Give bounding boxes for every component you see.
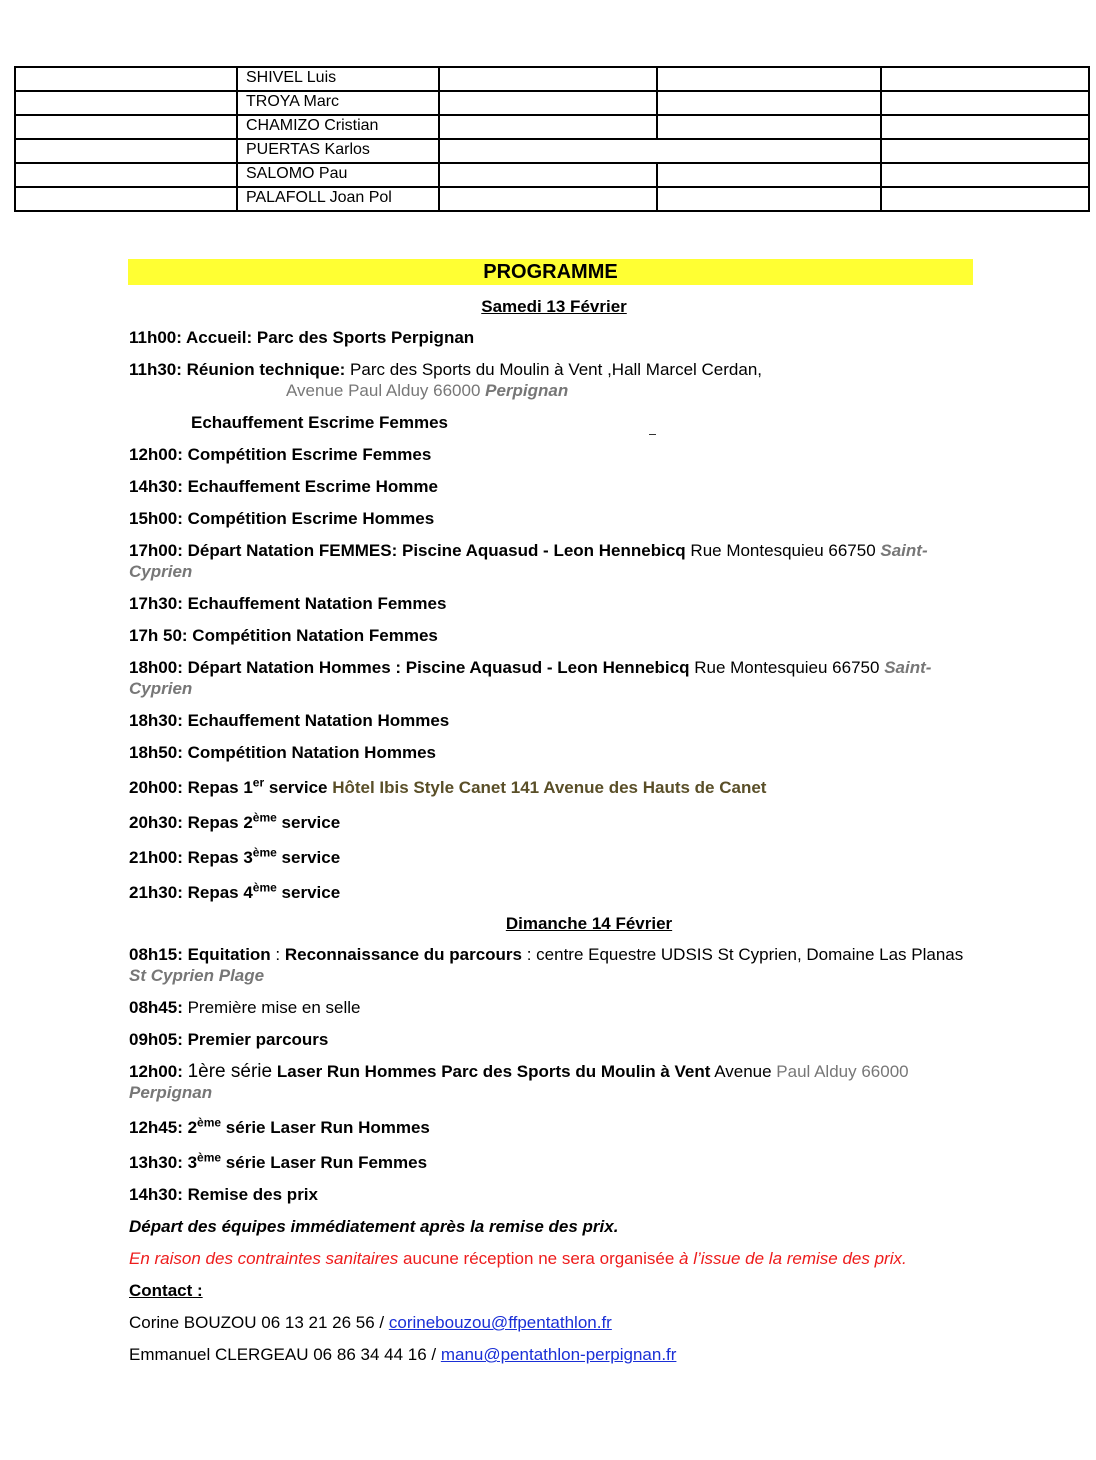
item-text: Avenue — [710, 1062, 777, 1081]
table-row — [15, 163, 1089, 187]
item-text: aucune réception ne sera organisée — [398, 1249, 680, 1268]
email-link[interactable]: manu@pentathlon-perpignan.fr — [440, 1345, 677, 1364]
ordinal-sup: ème — [197, 1115, 222, 1130]
athlete-name: PUERTAS Karlos — [237, 139, 439, 163]
ordinal-sup: ème — [252, 810, 277, 825]
item-time-label: 12h00: — [129, 1062, 188, 1081]
item-text: série Laser Run Femmes — [221, 1153, 428, 1172]
athlete-name: SHIVEL Luis — [237, 67, 439, 91]
athlete-name: CHAMIZO Cristian — [237, 115, 439, 139]
schedule-item — [129, 997, 979, 1018]
table-cell — [881, 115, 1089, 139]
schedule-item: 14h30: Echauffement Escrime Homme — [129, 477, 438, 496]
table-cell-merged — [439, 139, 881, 163]
item-city: Perpignan — [485, 381, 569, 400]
table-cell — [15, 187, 237, 211]
saturday-heading: Samedi 13 Février — [481, 297, 627, 316]
athlete-name: SALOMO Pau — [237, 163, 439, 187]
schedule-item — [129, 847, 979, 868]
contact-line — [129, 1344, 979, 1365]
table-cell — [439, 115, 657, 139]
schedule-item: Echauffement Escrime Femmes — [191, 413, 448, 432]
item-time-label: 11h30: Réunion technique: — [129, 360, 346, 379]
table-cell — [881, 163, 1089, 187]
item-text: service — [276, 883, 341, 902]
item-time-label: 18h00: Départ Natation Hommes : Piscine Aquasud - Leon Hennebicq — [129, 658, 690, 677]
item-text: service — [276, 848, 341, 867]
contact-text: Corine BOUZOU 06 13 21 26 56 / — [129, 1313, 389, 1332]
item-text: à l’issue de la remise des prix. — [679, 1249, 907, 1268]
schedule-item: 15h00: Compétition Escrime Hommes — [129, 509, 435, 528]
table-row — [15, 187, 1089, 211]
item-city: St Cyprien Plage — [129, 966, 265, 985]
item-text: Reconnaissance du parcours — [284, 945, 522, 964]
item-text: Rue Montesquieu 66750 — [689, 658, 885, 677]
athlete-name: PALAFOLL Joan Pol — [237, 187, 439, 211]
table-row — [15, 139, 1089, 163]
roster-table — [14, 66, 1090, 212]
table-cell — [439, 187, 657, 211]
item-place: Hôtel Ibis Style Canet 141 Avenue des Hauts de Canet — [332, 778, 767, 797]
schedule-item — [129, 812, 979, 833]
schedule-item: 17h30: Echauffement Natation Femmes — [129, 594, 447, 613]
schedule-item: 09h05: Premier parcours — [129, 1030, 329, 1049]
item-text: 20h30: Repas 2 — [129, 813, 253, 832]
table-row — [15, 67, 1089, 91]
item-city: Perpignan — [129, 1083, 213, 1102]
table-cell — [439, 163, 657, 187]
ordinal-sup: ème — [252, 880, 277, 895]
ordinal-sup: ème — [197, 1150, 222, 1165]
table-cell — [881, 187, 1089, 211]
item-text: 12h45: 2 — [129, 1118, 198, 1137]
table-cell — [15, 115, 237, 139]
item-text: 20h00: Repas 1 — [129, 778, 253, 797]
table-cell — [881, 67, 1089, 91]
item-time-label: 17h00: Départ Natation FEMMES: Piscine Aquasud - Leon Hennebicq — [129, 541, 686, 560]
item-address: Paul Alduy 66000 — [776, 1062, 909, 1081]
schedule-item — [129, 540, 979, 582]
item-text: 13h30: 3 — [129, 1153, 198, 1172]
schedule-item — [129, 1117, 979, 1138]
item-text: service — [264, 778, 333, 797]
table-cell — [439, 67, 657, 91]
item-text: Laser Run Hommes Parc des Sports du Moulin à Vent — [272, 1062, 711, 1081]
table-cell — [657, 67, 881, 91]
ordinal-sup: er — [252, 775, 265, 790]
table-cell — [15, 67, 237, 91]
schedule-item — [129, 1061, 979, 1103]
schedule-item: 18h30: Echauffement Natation Hommes — [129, 711, 450, 730]
schedule-item: 17h 50: Compétition Natation Femmes — [129, 626, 438, 645]
table-cell — [657, 91, 881, 115]
schedule-item: 14h30: Remise des prix — [129, 1185, 318, 1204]
programme-banner: PROGRAMME — [128, 259, 973, 285]
schedule-item — [129, 359, 979, 401]
table-cell — [439, 91, 657, 115]
table-row — [15, 115, 1089, 139]
item-time-label: 08h15: Equitation — [129, 945, 271, 964]
ordinal-sup: ème — [252, 845, 277, 860]
contact-text: Emmanuel CLERGEAU 06 86 34 44 16 / — [129, 1345, 441, 1364]
sanitary-notice — [129, 1248, 979, 1269]
schedule-item: 12h00: Compétition Escrime Femmes — [129, 445, 432, 464]
table-cell — [15, 163, 237, 187]
item-time-label: 08h45: — [129, 998, 183, 1017]
programme-content — [129, 296, 979, 1376]
schedule-item — [129, 777, 979, 798]
item-text: 1ère série — [187, 1061, 273, 1082]
schedule-item — [129, 944, 979, 986]
athlete-name: TROYA Marc — [237, 91, 439, 115]
contact-heading: Contact : — [129, 1281, 203, 1300]
table-cell — [881, 139, 1089, 163]
schedule-item: 11h00: Accueil: Parc des Sports Perpignan — [129, 328, 475, 347]
table-cell — [657, 115, 881, 139]
schedule-item — [129, 1152, 979, 1173]
table-cell — [657, 187, 881, 211]
table-row — [15, 91, 1089, 115]
item-text: 21h00: Repas 3 — [129, 848, 253, 867]
item-text: En raison des contraintes sanitaires — [129, 1249, 399, 1268]
contact-line — [129, 1312, 979, 1333]
table-cell — [15, 139, 237, 163]
table-cell — [657, 163, 881, 187]
item-text: 21h30: Repas 4 — [129, 883, 253, 902]
departure-note: Départ des équipes immédiatement après la remise des prix. — [129, 1217, 619, 1236]
item-text: Parc des Sports du Moulin à Vent ,Hall Marcel Cerdan, — [345, 360, 763, 379]
item-text: service — [276, 813, 341, 832]
item-text: Première mise en selle — [182, 998, 361, 1017]
item-text: Rue Montesquieu 66750 — [685, 541, 881, 560]
schedule-item — [129, 882, 979, 903]
item-text: : centre Equestre UDSIS St Cyprien, Domaine Las Planas — [522, 945, 964, 964]
email-link[interactable]: corinebouzou@ffpentathlon.fr — [388, 1313, 612, 1332]
item-text: série Laser Run Hommes — [221, 1118, 430, 1137]
table-cell — [881, 91, 1089, 115]
schedule-item — [129, 657, 979, 699]
sunday-heading: Dimanche 14 Février — [505, 914, 673, 933]
item-text: : — [270, 945, 285, 964]
item-address: Avenue Paul Alduy 66000 — [286, 381, 486, 400]
schedule-item: 18h50: Compétition Natation Hommes — [129, 743, 436, 762]
item-city: Saint-Cyprien — [129, 658, 932, 698]
item-city: Saint-Cyprien — [129, 541, 928, 581]
table-cell — [15, 91, 237, 115]
